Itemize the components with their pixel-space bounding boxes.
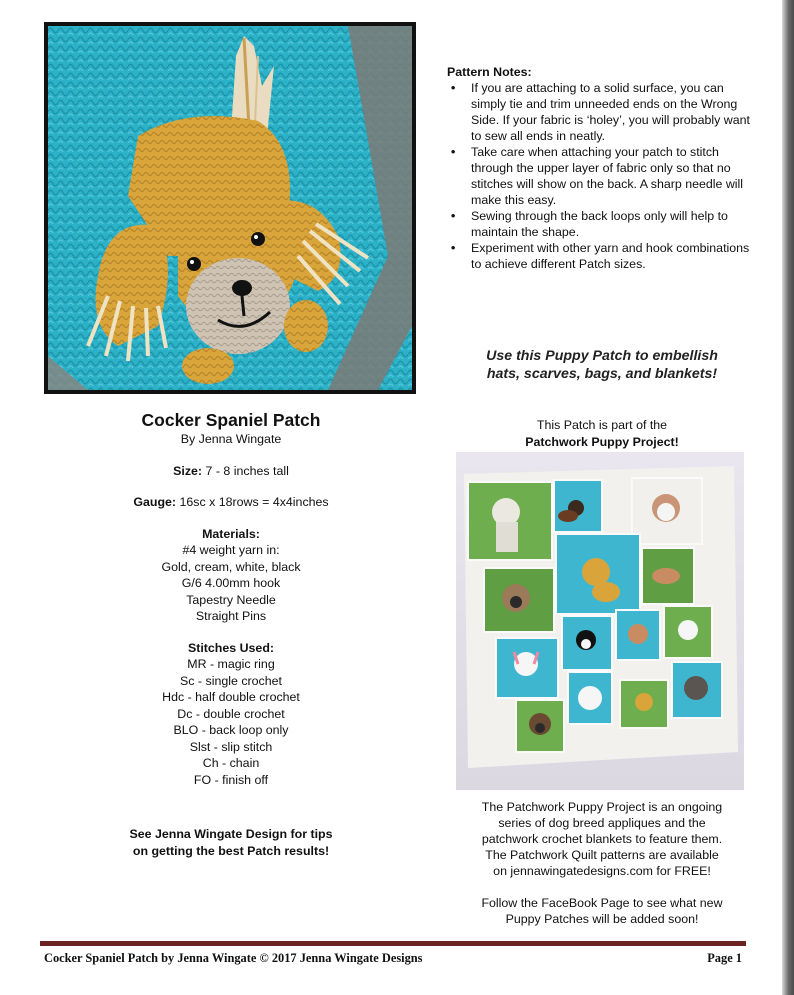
- materials-item: Gold, cream, white, black: [161, 559, 301, 574]
- byline: By Jenna Wingate: [180, 432, 282, 446]
- patch-title: Cocker Spaniel Patch: [141, 410, 321, 430]
- pattern-note-item: • Take care when attaching your patch to stitch through the upper layer of fabric only so that no stitches will show on the back. A sharp needle will make this easy.: [471, 144, 757, 208]
- project-description-line: series of dog breed appliques and the: [498, 816, 706, 830]
- promo-line: hats, scarves, bags, and blankets!: [486, 366, 718, 382]
- materials-item: Tapestry Needle: [186, 592, 276, 607]
- materials-item: #4 weight yarn in:: [182, 543, 280, 557]
- stitch-item: Slst - slip stitch: [189, 739, 273, 754]
- stitch-item: FO - finish off: [193, 772, 269, 787]
- project-name: Patchwork Puppy Project!: [525, 434, 679, 449]
- cocker-spaniel-photo: [44, 22, 416, 394]
- pattern-notes: [447, 64, 757, 272]
- stitch-item: Hdc - half double crochet: [162, 690, 300, 704]
- pattern-notes-heading: Pattern Notes:: [447, 65, 532, 79]
- stitch-item: Ch - chain: [202, 756, 260, 770]
- project-intro: [447, 417, 757, 450]
- gauge-value: 16sc x 18rows = 4x4inches: [176, 495, 329, 509]
- materials-item: G/6 4.00mm hook: [181, 576, 281, 590]
- stitch-item: BLO - back loop only: [173, 723, 289, 737]
- stitch-item: Sc - single crochet: [180, 673, 282, 688]
- patchwork-quilt-photo: [456, 452, 744, 790]
- footer-copyright: Cocker Spaniel Patch by Jenna Wingate © 2017 Jenna Wingate Designs: [44, 951, 423, 965]
- gauge-label: Gauge:: [133, 495, 177, 509]
- footer-rule: [40, 941, 746, 946]
- page-number: Page 1: [707, 951, 742, 965]
- pattern-note-item: • Sewing through the back loops only will help to maintain the shape.: [471, 208, 757, 240]
- pattern-note-item: • Experiment with other yarn and hook combinations to achieve different Patch sizes.: [471, 240, 757, 272]
- project-description-line: patchwork crochet blankets to feature them.: [481, 832, 723, 846]
- project-intro-line: This Patch is part of the: [536, 418, 668, 432]
- page-edge-shadow: [782, 0, 794, 995]
- size-line: [96, 463, 366, 480]
- gauge-line: [96, 494, 366, 511]
- follow-line: Puppy Patches will be added soon!: [505, 912, 699, 926]
- project-description-line: The Patchwork Puppy Project is an ongoing: [481, 800, 723, 814]
- project-description-line: The Patchwork Quilt patterns are available: [485, 848, 719, 862]
- materials-heading: Materials:: [202, 526, 260, 541]
- promo-line: Use this Puppy Patch to embellish: [486, 348, 718, 364]
- design-tip: [96, 826, 366, 859]
- materials-item: Straight Pins: [195, 609, 267, 623]
- tip-line: See Jenna Wingate Design for tips: [129, 827, 333, 841]
- follow-line: Follow the FaceBook Page to see what new: [481, 896, 723, 910]
- pattern-note-item: • If you are attaching to a solid surface, you can simply tie and trim unneeded ends on the Wrong Side. If your fabric is ‘holey’, you will probably want to sew all ends in neatly.: [471, 80, 757, 144]
- embellish-promo: [447, 347, 757, 383]
- pattern-details: [96, 410, 366, 788]
- stitch-item: MR - magic ring: [187, 657, 275, 671]
- size-value: 7 - 8 inches tall: [202, 463, 289, 478]
- stitch-item: Dc - double crochet: [177, 706, 285, 721]
- stitches-heading: Stitches Used:: [187, 640, 275, 655]
- project-description-line: on jennawingatedesigns.com for FREE!: [493, 864, 711, 878]
- project-description: [447, 799, 757, 927]
- size-label: Size:: [173, 463, 203, 478]
- tip-line: on getting the best Patch results!: [132, 843, 330, 858]
